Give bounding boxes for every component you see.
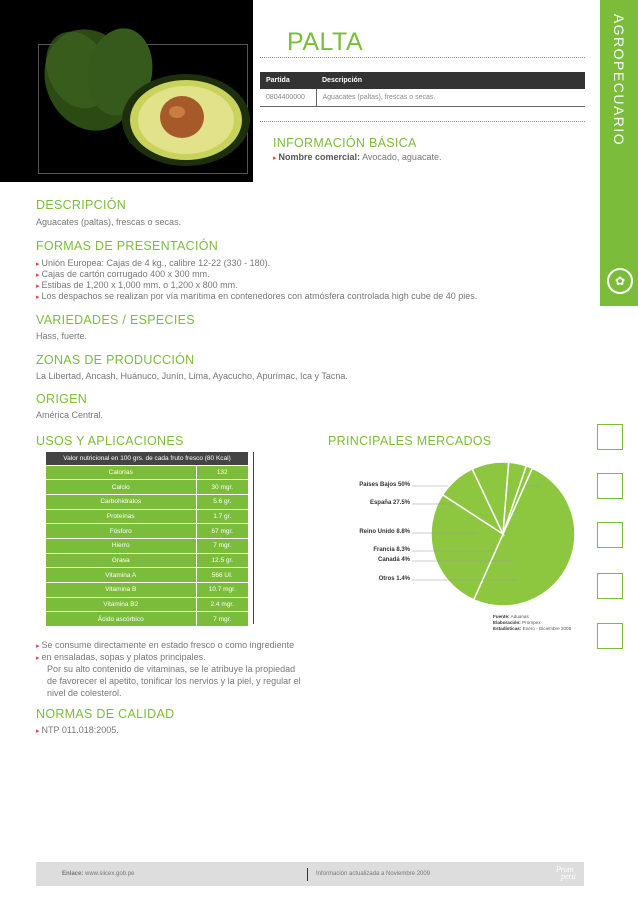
descripcion-header: Descripción [316,72,585,89]
nutrient-name: Calcio [46,480,196,495]
nutrient-value: 1.7 gr. [196,509,248,524]
estadisticas-value: Enero - Diciembre 2006 [522,626,572,631]
nutrient-value: 7 mgr. [196,538,248,553]
nutrient-name: Carbohidratos [46,494,196,509]
zonas-text: La Libertad, Ancash, Huánuco, Junín, Lima, Ayacucho, Apurímac, Ica y Tacna. [36,371,348,381]
nutrient-value: 67 mgr. [196,524,248,539]
pie-label: Canadá 4% [377,557,410,563]
nutrient-name: Vitamina B2 [46,597,196,612]
side-box-2 [597,473,623,499]
nutrient-name: Vitamina B [46,583,196,598]
nutrient-name: Fósforo [46,524,196,539]
pie-slice [503,462,526,534]
nutrient-name: Grasa [46,553,196,568]
usos-bullet: ▸ en ensaladas, sopas y platos principales. [36,652,206,662]
table-rule [253,452,254,624]
title-divider [260,57,585,58]
footer-divider [307,868,308,881]
zonas-heading: ZONAS DE PRODUCCIÓN [36,353,195,367]
nutrient-name: Proteínas [46,509,196,524]
usos-bullet: ▸ Se consume directamente en estado fresco o como ingrediente [36,640,294,650]
normas-heading: NORMAS DE CALIDAD [36,707,175,721]
page-title: PALTA [287,28,364,56]
nombre-comercial [273,152,441,162]
pie-slice [431,495,503,600]
descripcion-text: Aguacates (paltas), frescas o secas. [36,217,182,227]
nutrient-name: Hierro [46,538,196,553]
nutrient-name: Ácido ascórbico [46,612,196,627]
origen-text: América Central. [36,410,104,420]
logo-line-1: Prom [556,865,574,874]
elaboracion-value: Prompex [522,620,541,625]
pie-label: Otros 1.4% [378,576,410,582]
side-box-3 [597,522,623,548]
formas-item: ▸ Cajas de cartón corrugado 400 x 300 mm. [36,269,210,279]
footer-updated: Información actualizada a Noviembre 2009 [316,871,431,877]
side-box-1 [597,424,623,450]
footer-link-url[interactable]: www.siicex.gob.pe [85,871,135,877]
formas-item: ▸ Los despachos se realizan por vía marítima en contenedores con atmósfera controlada high cube de 40 pies. [36,291,477,301]
nutrient-value: 2.4 mgr. [196,597,248,612]
source-value: Aduanas [510,614,529,619]
variedades-heading: VARIEDADES / ESPECIES [36,313,195,327]
side-box-5 [597,623,623,649]
pie-label: Países Bajos 50% [359,482,410,488]
nutrient-value: 30 mgr. [196,480,248,495]
pie-slice [474,468,575,606]
estadisticas-label: Estadísticas: [493,626,522,631]
partida-code: 0804400000 [260,89,316,106]
formas-heading: FORMAS DE PRESENTACIÓN [36,239,219,253]
grape-icon: ✿ [607,268,633,294]
nutrient-value: 10.7 mgr. [196,583,248,598]
usos-text: nivel de colesterol. [47,688,122,698]
usos-heading: USOS Y APLICACIONES [36,434,184,448]
estadisticas-line [493,626,571,631]
elaboracion-label: Elaboración: [493,620,521,625]
origen-heading: ORIGEN [36,392,88,406]
nutrient-name: Vitamina A [46,568,196,583]
nutrient-value: 5.6 gr. [196,494,248,509]
footer-link-label: Enlace: [62,871,84,877]
nutrient-value: 7 mgr. [196,612,248,627]
normas-item: ▸ NTP 011.018:2005. [36,725,119,735]
pie-slice [472,462,509,534]
nutrition-caption: Valor nutricional en 100 grs. de cada fruto fresco (80 Kcal) [46,452,248,465]
partida-table [260,72,585,107]
table-divider [260,121,585,122]
pie-label: Francia 8.3% [373,547,410,553]
formas-item: ▸ Unión Europea: Cajas de 4 kg., calibre 12-22 (330 - 180). [36,258,270,268]
side-box-4 [597,573,623,599]
nutrient-name: Calorías [46,465,196,480]
footer-link[interactable] [62,871,134,877]
nombre-comercial-value: Avocado, aguacate. [362,152,442,162]
nutrient-value: 566 UI. [196,568,248,583]
nombre-comercial-label: Nombre comercial: [278,152,361,162]
nutrition-table [46,452,248,627]
logo-line-2: perú [561,872,576,881]
promperu-logo [556,866,576,880]
source-line [493,614,529,619]
info-basica-heading: INFORMACIÓN BÁSICA [273,136,417,150]
mercados-heading: PRINCIPALES MERCADOS [328,434,492,448]
partida-header: Partida [260,72,316,89]
variedades-text: Hass, fuerte. [36,331,88,341]
pie-slice [443,469,503,534]
pie-label: España 27.5% [369,500,410,506]
descripcion-heading: DESCRIPCIÓN [36,198,127,212]
avocado-illustration [0,0,253,182]
avocado-photo [0,0,253,182]
source-label: Fuente: [493,614,510,619]
nutrient-value: 132 [196,465,248,480]
category-label: AGROPECUARIO [611,13,627,147]
elaboracion-line [493,620,541,625]
partida-description: Aguacates (paltas), frescas o secas. [316,89,585,106]
usos-text: de favorecer el apetito, tonificar los nervios y la piel, y regular el [47,676,301,686]
pie-slice [503,466,532,534]
nutrient-value: 12.5 gr. [196,553,248,568]
pie-label: Reino Unido 8.8% [359,529,410,535]
formas-item: ▸ Estibas de 1,200 x 1,000 mm. o 1,200 x 800 mm. [36,280,238,290]
usos-text: Por su alto contenido de vitaminas, se le atribuye la propiedad [47,664,296,674]
